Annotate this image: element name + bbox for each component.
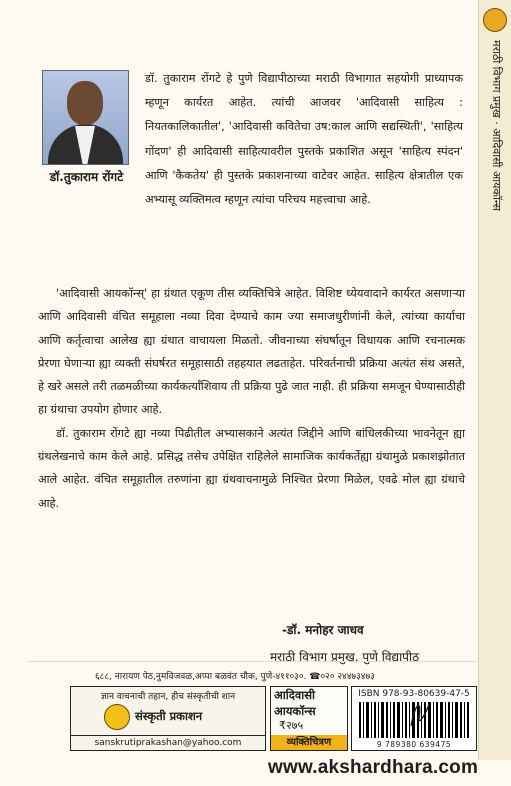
book-price: ₹२७५: [279, 719, 304, 732]
publisher-logo-icon: [104, 704, 130, 730]
review-signature: [270, 617, 480, 671]
publisher-tagline: ज्ञान वाचनाची तहान, हीच संस्कृतीची शान: [100, 692, 236, 702]
spine-text: मराठी विभाग प्रमुख · आदिवासी आयकॉन्स: [490, 40, 503, 211]
spine-publisher-logo: [483, 8, 507, 32]
divider: [27, 661, 477, 662]
book-title-line-2: आयकॉन्स: [274, 704, 316, 718]
cover-artist-signature-icon: [408, 692, 432, 732]
isbn-text: ISBN 978-93-80639-47-5: [358, 689, 470, 699]
website-watermark: www.akshardhara.com: [268, 757, 479, 778]
author-photo-caption: डॉ.तुकाराम रोंगटे: [49, 170, 124, 184]
book-info-box: [270, 686, 348, 751]
barcode-number: 9 789380 639475: [376, 740, 452, 749]
publisher-address: ६८८, नारायण पेठ,नुमविजवळ,अप्पा बळवंत चौक, पुणे-४११०३०. ☎०२० २४४७३४७३: [95, 672, 375, 682]
author-photo: [42, 70, 129, 165]
reviewer-title: मराठी विभाग प्रमुख, पुणे विद्यापीठ: [270, 650, 420, 664]
review-paragraph-2: डॉ. तुकाराम रोंगटे ह्या नव्या पिढीतील अभ्यासकाने अत्यंत जिद्दीने आणि बांधिलकीच्या भावनेतून ह्या ग्रंथलेखनाचे काम केले आहे. प्रसिद्ध तसेच उपेक्षित राहिलेले सामाजिक कार्यकर्तेह्या ग्रंथामुळे प्रकाशझोतात आले आहेत. वंचित समूहातील तरुणांना ह्या ग्रंथवाचनामुळे निश्चित प्रेरणा मिळेल, एवढे मोल ह्या ग्रंथाचे आहे.: [38, 426, 465, 510]
book-title-line-1: आदिवासी: [274, 688, 315, 702]
review-paragraph-1: 'आदिवासी आयकॉन्स्' हा ग्रंथात एकूण तीस व्यक्तिचित्रे आहेत. विशिष्ट ध्येयवादाने कार्यरत असणाऱ्या आणि आदिवासी वंचित समूहाला नव्या दिवा देण्याचे काम ज्या समाजधुरीणांनी केले, त्यांच्या कार्याचा आणि कर्तृत्वाचा आलेख ह्या ग्रंथात वाचायला मिळतो. जीवनाच्या संघर्षातून विधायक आणि रचनात्मक प्रेरणा घेणाऱ्या ह्या व्यक्ती संघर्षरत समूहासाठी तहहयात लढताहेत. परिवर्तनाची प्रक्रिया अत्यंत संथ असते, हे खरे असले तरी तळमळीच्या कार्यकर्त्यांशिवाय ती प्रक्रिया पुढे जात नाही. ही प्रक्रिया समजून घेण्यासाठीही हा ग्रंथाचा उपयोग होणार आहे.: [38, 287, 465, 417]
publisher-box: [70, 686, 266, 751]
book-genre: व्यक्तिचित्रण: [271, 735, 347, 750]
reviewer-name: -डॉ. मनोहर जाधव: [282, 623, 364, 637]
author-bio: डॉ. तुकाराम रोंगटे हे पुणे विद्यापीठाच्या मराठी विभागात सहयोगी प्राध्यापक म्हणून कार्यरत आहेत. त्यांची आजवर 'आदिवासी साहित्य : नियतकालिकातील', 'आदिवासी कवितेचा उष:काल आणि सद्यस्थिती', 'साहित्य गोंदण' ही आदिवासी साहित्यावरील पुस्तके प्रकाशित असून 'साहित्य स्पंदन' आणि 'कैकतेय' ही पुस्तके प्रकाशनाच्या वाटेवर आहेत. साहित्य क्षेत्रातील एक अभ्यासू व्यक्तिमत्व म्हणून त्यांचा परिचय महत्त्वाचा आहे.: [145, 72, 463, 207]
publisher-email: sanskrutiprakashan@yahoo.com: [71, 735, 265, 751]
review-text: [38, 282, 465, 515]
publisher-name: संस्कृती प्रकाशन: [135, 709, 203, 723]
